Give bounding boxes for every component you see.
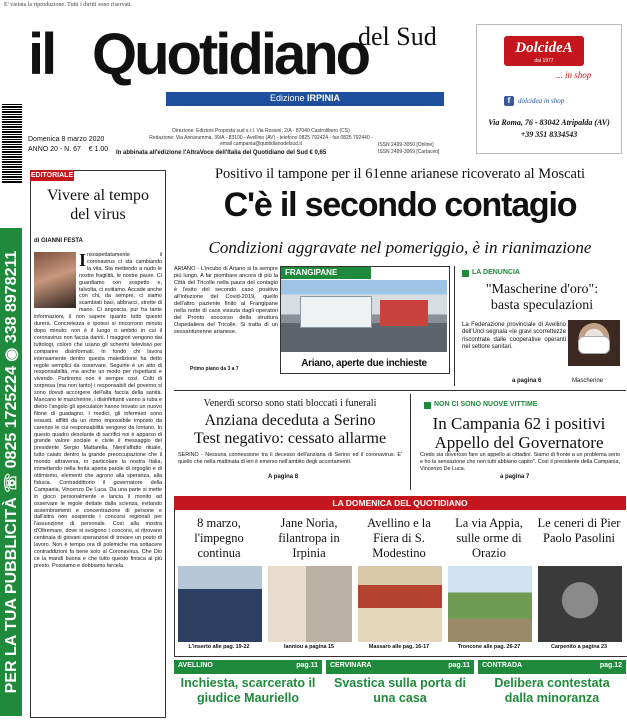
editorial-title-line: del virus <box>70 206 126 223</box>
denuncia-body: La Federazione provinciale di Avellino dell'Unci segnala «le gravi scorrettezze riscontrate dalle cooperative operanti nel settore sanitari. <box>462 322 566 351</box>
publisher-line: Redazione: Via Annarumma, 39/A - 83100 - Avellino (AV) - telefono 0825 792424 - fax 0825 792440 - <box>149 134 373 141</box>
denuncia-photo-label: Mascherine <box>572 378 604 384</box>
ad-phone: +39 351 8334543 <box>520 130 578 139</box>
campania-page-ref[interactable]: a pagina 7 <box>500 474 530 480</box>
domenica-label: LA DOMENICA DEL QUOTIDIANO <box>332 498 468 508</box>
issue-date: Domenica 8 marzo 2020 <box>28 136 105 143</box>
edition-name: IRPINIA <box>307 93 341 103</box>
editorial-text: nsospettatamente il coronavirus ci sta cambiando la vita. Sta mettendo a nudo le nostre fragilità, le nostre paure. Ci guardiamo con sospetto e, talvolta, ci evitiamo. Accade anche con chi, da sempre, ci siamo scambiati baci, abbracci, strette di mano. Ci angoscia, pur fra tante informazioni, il non sapere quanto tutto questo durerà. Concretezza e ipotesi si rincorrono minuto dopo minuto: non è il luogo o ambito in cui il coronavirus non faccia danni. I maggiori vengono dai tuttologi, coloro che usano gli schermi televisivi per comparire disinformati. In fondo chi lavora intensamente dentro questa maledizione ha detto regole semplici da osservare. Seguirle è un atto di responsabilità, ma anche un modo per rispettarsi e vivendo. Partiremo non è sempre così. Colti di sorpresa (ma non tanto) i responsabili del governo si sono dovuti accorgere dell'alta faccia della sanità. Mancano le mascherine, i disinfettanti vanno a ruba e dietro l'angolo gli speculatori hanno trovato un nuovo filone di guadagno. I medici, gli infermieri sono esausti, afflitti da un ritmo impossibile imposto da carenze le cui responsabilità vengono da lontano. In questo quadro desolante di sacrifici noi è apparso di grande valore sociale e civile il messaggio del presidente Sergio Mattarella. Nient'affatto rituale, tutto calato dentro la grande preoccupazione che il mondo attraversa, in particolare la nostra Italia, immettendo nella ferita aperta parole di orgoglio e di ottimismo, elementi che agrono alla speranza, alla fiducia. Contraddittorio il governatore della Campania, Vincenzo De Luca. Da una parte si mette in gioco personalmente e lancia il monito ad osservare le regole dettate dalla scienza, evitando assembramenti e concentrazione di persone e dall'altra non sospende i concorsi regionali per l'assunzione di personale. Così alla mostra d'Oltremare, dove si svolgono i concorsi, si ritrovano centinaia di giovani speranzosi di trovare un posto di lavoro. Non è tempo ora di polemiche ma sottacere contraddizioni fa bene solo al Coronavirus. Che Dio ce la mandi buona e che tutto questo finisca al più presto. Possiamo e dobbiamo farcela. <box>34 252 162 569</box>
masthead-logo-il: il <box>28 22 55 87</box>
section-marker <box>424 402 431 409</box>
divider <box>410 394 411 490</box>
serino-title[interactable] <box>176 412 404 448</box>
bottom-story-title[interactable]: Inchiesta, scarcerato il giudice Mauriello <box>180 676 316 705</box>
campania-label: NON CI SONO NUOVE VITTIME <box>434 401 538 408</box>
bottom-page-ref[interactable]: pag.12 <box>599 662 622 669</box>
ad-address: Via Roma, 76 - 83042 Atripalda (AV) <box>488 118 610 127</box>
masthead-logo-suffix: del Sud <box>358 22 437 51</box>
lead-headline[interactable]: C'è il secondo contagio <box>223 186 577 224</box>
divider <box>454 266 455 386</box>
campania-body: Credo sia doveroso fare un appello ai cittadini. Siamo di fronte a un problema serio e ho la sensazione che non tutti abbiano capito". Così il presidente della Campania, Vincenzo De Luca. <box>420 452 620 472</box>
bottom-story-title[interactable]: Svastica sulla porta di una casa <box>334 676 466 705</box>
bottom-page-ref[interactable]: pag.11 <box>296 662 318 669</box>
domenica-item-caption[interactable]: Ianniou a pagina 15 <box>283 644 335 650</box>
barcode <box>2 104 22 184</box>
edition-prefix: Edizione <box>269 93 305 103</box>
bottom-page-ref[interactable]: pag.11 <box>448 662 470 669</box>
divider <box>174 390 626 391</box>
denuncia-title[interactable] <box>462 282 622 314</box>
domenica-item-photo <box>268 566 352 642</box>
issue-price: € 1.00 <box>88 146 109 153</box>
frangipane-label: FRANGIPANE <box>281 267 371 279</box>
bottom-section-label: CONTRADA <box>482 662 523 669</box>
domenica-item-title[interactable]: Avellino e la Fiera di S. Modestino <box>367 516 431 560</box>
ad-tagline: ... in shop <box>556 70 592 80</box>
editorial-author: di GIANNI FESTA <box>34 238 83 244</box>
domenica-item-photo <box>538 566 622 642</box>
denuncia-photo-mask <box>578 336 610 354</box>
frangipane-photo-tent <box>300 296 372 328</box>
masthead-logo: Quotidiano <box>92 22 369 87</box>
bottom-story-title[interactable]: Delibera contestata dalla minoranza <box>494 676 610 705</box>
domenica-item-title[interactable]: 8 marzo, l'impegno continua <box>194 516 244 560</box>
denuncia-label: LA DENUNCIA <box>472 269 520 276</box>
editorial-title-line: Vivere al tempo <box>46 187 150 204</box>
domenica-item-caption[interactable]: Carpenito a pagina 23 <box>550 644 608 650</box>
issn-info <box>378 142 439 155</box>
frangipane-caption[interactable]: Ariano, aperte due inchieste <box>301 358 427 369</box>
lead-subhead: Condizioni aggravate nel pomeriggio, è in rianimazione <box>208 238 592 257</box>
ad-brand: DolcideA <box>515 40 573 56</box>
serino-kicker: Venerdì scorso sono stati bloccati i funerali <box>203 398 377 409</box>
domenica-item-photo <box>358 566 442 642</box>
section-marker <box>462 270 469 277</box>
serino-title-line: Test negativo: cessato allarme <box>193 430 387 447</box>
edition-label <box>166 93 444 103</box>
issue-number <box>28 146 108 153</box>
serino-page-ref[interactable]: A pagina 8 <box>268 474 299 480</box>
issue-year-number: ANNO 20 - N. 67 <box>28 146 81 153</box>
ad-since: dal 1977 <box>534 58 554 64</box>
denuncia-page-ref[interactable]: a pagina 6 <box>512 378 542 384</box>
issn-print: ISSN 2499-3069 [Cartaceo] <box>378 148 440 155</box>
denuncia-title-line: "Mascherine d'oro": <box>485 282 599 297</box>
lead-kicker: Positivo il tampone per il 61enne arianese ricoverato al Moscati <box>214 166 586 182</box>
domenica-item-photo <box>448 566 532 642</box>
editorial-body <box>34 252 162 570</box>
editorial-title[interactable] <box>34 186 162 224</box>
publisher-info <box>116 128 406 148</box>
copyright-notice: E' vietata la riproduzione. Tutti i diritti sono riservati. <box>4 2 133 8</box>
campania-title-line: In Campania 62 i positivi <box>432 414 606 433</box>
publisher-line: Direzione: Edizioni Proposta sud s.r.l. Via Rossini, 2/A - 87040 Castrolibero (CS) <box>172 128 350 134</box>
advertising-side-text: PER LA TUA PUBBLICITÀ ☏ 0825 1725224 ◉ 338 8978211 <box>3 250 20 694</box>
bottom-section-label: CERVINARA <box>330 662 372 669</box>
editorial-label: EDITORIALE <box>30 172 74 179</box>
lead-page-ref[interactable]: Primo piano da 3 a 7 <box>190 366 239 372</box>
bundle-note: In abbinata all'edizione l'AltraVoce dell'Italia del Quotidiano del Sud € 0,65 <box>116 150 327 156</box>
facebook-icon: f <box>504 96 514 106</box>
domenica-item-photo <box>178 566 262 642</box>
domenica-item-title[interactable]: La via Appia, sulle orme di Orazio <box>455 516 523 560</box>
bottom-section-label: AVELLINO <box>178 662 213 669</box>
domenica-item-caption[interactable]: Troncone alle pag. 26-27 <box>457 644 521 650</box>
campania-title-line: Appello del Governatore <box>434 433 604 452</box>
editorial-dropcap: I <box>79 250 87 270</box>
domenica-item-title[interactable]: Jane Noria, filantropa in Irpinia <box>278 516 340 560</box>
domenica-item-caption[interactable]: L'inserto alle pag. 19-22 <box>188 644 250 650</box>
ad-facebook-text: dolcidea in shop <box>518 97 565 105</box>
frangipane-photo-vehicle <box>380 300 428 326</box>
serino-body: SERINO - Nessuna connessione tra il decesso dell'anziana di Serino ed il coronavirus. E' quello che nella mattinata di ieri è emerso nell'ambito degli accertamenti. <box>178 452 402 465</box>
publisher-line: email campania@quotidianodelsud.it <box>220 141 302 147</box>
domenica-item-title[interactable]: Le ceneri di Pier Paolo Pasolini <box>537 516 621 545</box>
domenica-item-caption[interactable]: Massaro alle pag. 16-17 <box>368 644 430 650</box>
campania-title[interactable] <box>416 414 622 452</box>
lead-body: ARIANO - L'incubo di Ariano si fa sempre più lungo. A far piombare ancora di più la Città del Tricolle nella paura del contagio è l'esito del secondo caso positivo all'infezione del Covid-2019, quello dell'altro paziente finito al Frangipane nella notte di caos vissuta dagli operatori del Pronto soccorso della struttura Ospedaliera del Tricolle. Si tratta di un sessantunenne arianese. <box>174 266 278 335</box>
issn-online: ISSN 2499-3050 [Online] <box>378 142 434 148</box>
editorial-author-photo <box>34 252 76 308</box>
serino-title-line: Anziana deceduta a Serino <box>204 412 376 429</box>
denuncia-title-line: basta speculazioni <box>490 298 594 313</box>
